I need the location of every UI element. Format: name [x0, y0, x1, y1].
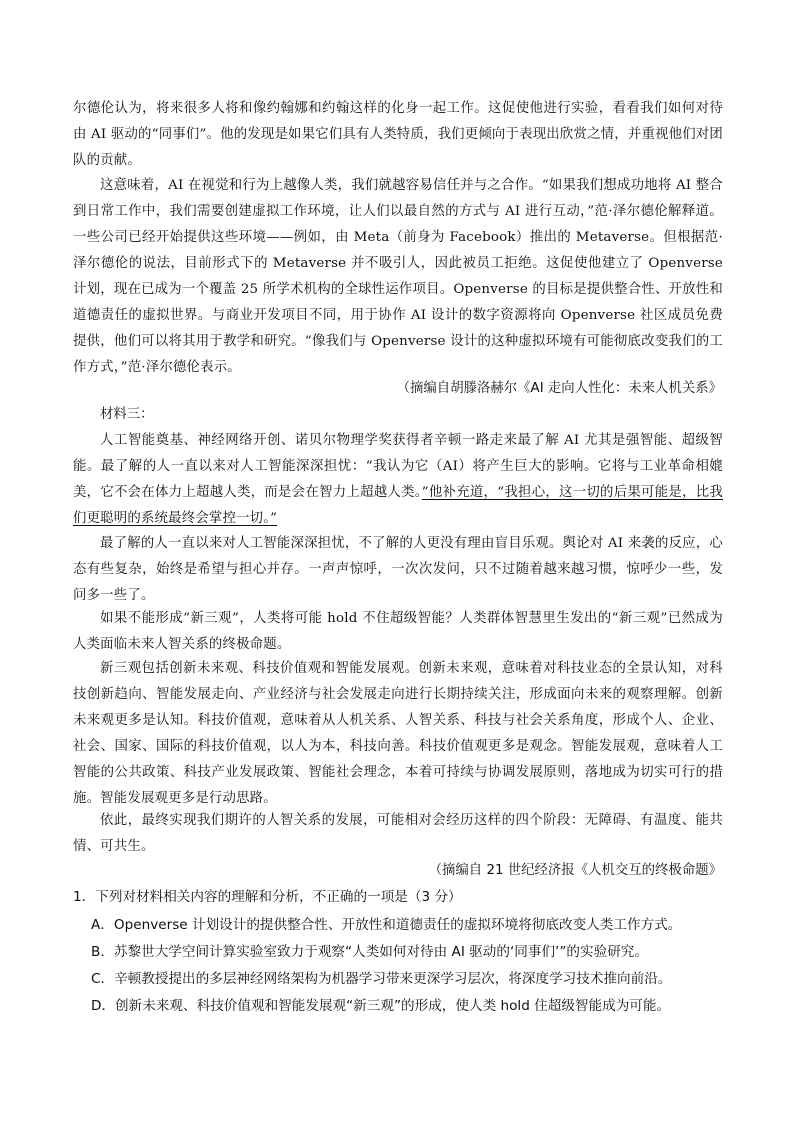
passage1-paragraph-2: 这意味着，AI 在视觉和行为上越像人类，我们就越容易信任并与之合作。“如果我们想成功地将 AI 整合到日常工作中，我们需要创建虚拟工作环境，让人们以最自然的方式与 AI 进行互动，”范·泽尔德伦解释道。一些公司已经开始提供这些环境——例如，由 Meta（前身为 Facebook）推出的 Metaverse。但根据范·泽尔德伦的说法，目前形式下的 Metaverse 并不吸引人，因此被员工拒绝。这促使他建立了 Openverse 计划，现在已成为一个覆盖 25 所学术机构的全球性运作项目。Openverse 的目标是提供整合性、开放性和道德责任的虚拟世界。与商业开发项目不同，用于协作 AI 设计的数字资源将向 Openverse 社区成员免费提供，他们可以将其用于教学和研究。“像我们与 Openverse 设计的这种虚拟环境有可能彻底改变我们的工作方式，”范·泽尔德伦表示。: [73, 178, 723, 375]
option-a[interactable]: A．Openverse 计划设计的提供整合性、开放性和道德责任的虚拟环境将彻底改变人类工作方式。: [91, 917, 682, 933]
passage3-paragraph-2: 最了解的人一直以来对人工智能深深担忧，不了解的人更没有理由盲目乐观。舆论对 AI 来袭的反应，心态有些复杂，始终是希望与担心并存。一声声惊呼，一次次发问，只不过随着越来越习惯，惊呼少一些，发问多一些了。: [73, 536, 723, 603]
underlined-quote: ”他补充道，“我担心，这一切的后果可能是，比我们更聪明的系统最终会掌控一切。”: [73, 485, 724, 526]
passage3-paragraph-1-text: 人工智能奠基、神经网络开创、诺贝尔物理学奖获得者辛顿一路走来最了解 AI 尤其是强智能、超级智能。最了解的人一直以来对人工智能深深担忧：“我认为它（AI）将产生巨大的影响。它将与工业革命相媲美，它不会在体力上超越人类，而是会在智力上超越人类。: [73, 433, 723, 500]
passage3-paragraph-1: [73, 428, 723, 532]
passage3-source: （摘编自 21 世纪经济报《人机交互的终极命题》: [428, 863, 722, 878]
question-stem: 1．下列对材料相关内容的理解和分析，不正确的一项是（3 分）: [73, 889, 462, 905]
option-c[interactable]: C．辛顿教授提出的多层神经网络架构为机器学习带来更深学习层次，将深度学习技术推向前沿。: [91, 971, 672, 987]
material-three-label: 材料三：: [100, 407, 154, 422]
passage1-source: （摘编自胡滕洛赫尔《AI 走向人性化：未来人机关系》: [396, 381, 722, 396]
option-d[interactable]: D．创新未来观、科技价值观和智能发展观“新三观”的形成，使人类 hold 住超级智能成为可能。: [91, 998, 671, 1014]
passage3-paragraph-5: 依此，最终实现我们期许的人智关系的发展，可能相对会经历这样的四个阶段：无障碍、有温度、能共情、可共生。: [73, 813, 723, 854]
passage3-paragraph-4: 新三观包括创新未来观、科技价值观和智能发展观。创新未来观，意味着对科技业态的全景认知，对科技创新趋向、智能发展走向、产业经济与社会发展走向进行长期持续关注，形成面向未来的观察理解。创新未来观更多是认知。科技价值观，意味着从人机关系、人智关系、科技与社会关系角度，形成个人、企业、社会、国家、国际的科技价值观，以人为本，科技向善。科技价值观更多是观念。智能发展观，意味着人工智能的公共政策、科技产业发展政策、智能社会理念，本着可持续与协调发展原则，落地成为切实可行的措施。智能发展观更多是行动思路。: [73, 661, 723, 806]
passage1-paragraph-1: 尔德伦认为，将来很多人将和像约翰娜和约翰这样的化身一起工作。这促使他进行实验，看看我们如何对待由 AI 驱动的“同事们”。他的发现是如果它们具有人类特质，我们更倾向于表现出欣赏之情，并重视他们对团队的贡献。: [73, 101, 723, 168]
passage3-paragraph-3: 如果不能形成“新三观”，人类将可能 hold 不住超级智能？人类群体智慧里生发出的“新三观”已然成为人类面临未来人智关系的终极命题。: [73, 611, 723, 652]
option-b[interactable]: B．苏黎世大学空间计算实验室致力于观察“人类如何对待由 AI 驱动的‘同事们’”的实验研究。: [91, 944, 648, 960]
